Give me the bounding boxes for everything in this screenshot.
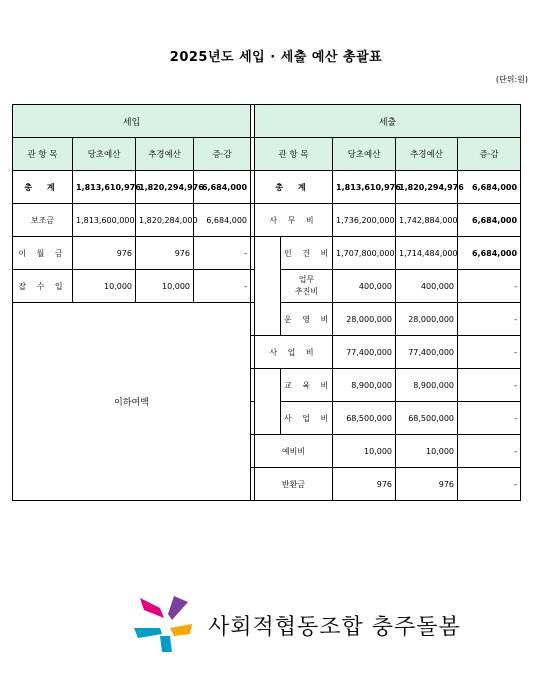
expenditure-row-revised: 10,000 [396,435,458,468]
unit-label: (단위:원) [495,75,528,84]
blank-note: 이하여백 [13,303,251,501]
expenditure-row-name: 사 무 비 [255,204,333,237]
revenue-row-original: 10,000 [73,270,136,303]
expenditure-row-name: 인 건 비 [281,237,333,270]
expenditure-row-change: - [458,336,521,369]
revenue-row-name: 보조금 [13,204,73,237]
expenditure-row-revised: 77,400,000 [396,336,458,369]
expenditure-col-category: 관 항 목 [255,138,333,171]
expenditure-col-revised: 추경예산 [396,138,458,171]
expenditure-row-revised: 1,714,484,000 [396,237,458,270]
revenue-row-original: 1,813,600,000 [73,204,136,237]
expenditure-row-revised: 1,742,884,000 [396,204,458,237]
revenue-col-change: 증·감 [194,138,251,171]
revenue-row-change: 6,684,000 [194,171,251,204]
revenue-row-change: 6,684,000 [194,204,251,237]
revenue-row-name: 잡 수 입 [13,270,73,303]
revenue-col-original: 당초예산 [73,138,136,171]
expenditure-row-name: 총 계 [255,171,333,204]
revenue-row-revised: 10,000 [136,270,194,303]
expenditure-col-change: 증·감 [458,138,521,171]
expenditure-row-original: 1,813,610,976 [333,171,396,204]
expenditure-row-change: - [458,303,521,336]
expenditure-row-revised: 976 [396,468,458,501]
expenditure-row-original: 400,000 [333,270,396,303]
expenditure-row-revised: 400,000 [396,270,458,303]
expenditure-row-name: 운 영 비 [281,303,333,336]
expenditure-row-original: 1,707,800,000 [333,237,396,270]
expenditure-row-name: 반환금 [255,468,333,501]
table-row [13,237,521,270]
revenue-row-original: 976 [73,237,136,270]
revenue-col-category: 관 항 목 [13,138,73,171]
expenditure-row-change: - [458,435,521,468]
expenditure-col-original: 당초예산 [333,138,396,171]
revenue-row-revised: 976 [136,237,194,270]
table-row [13,204,521,237]
expenditure-row-revised: 8,900,000 [396,369,458,402]
expenditure-row-name: 사 업 비 [255,336,333,369]
expenditure-row-revised: 28,000,000 [396,303,458,336]
revenue-row-revised: 1,820,284,000 [136,204,194,237]
expenditure-row-revised: 68,500,000 [396,402,458,435]
expenditure-row-change: 6,684,000 [458,237,521,270]
revenue-row-original: 1,813,610,976 [73,171,136,204]
organization-name: 사회적협동조합 충주돌봄 [208,615,461,640]
expenditure-row-name: 사 업 비 [281,402,333,435]
expenditure-row-name: 예비비 [255,435,333,468]
budget-summary-table [12,104,521,501]
expenditure-row-revised: 1,820,294,976 [396,171,458,204]
table-row [13,171,521,204]
expenditure-row-name-text: 업무 추진비 [294,275,319,296]
expenditure-row-original: 68,500,000 [333,402,396,435]
expenditure-row-original: 77,400,000 [333,336,396,369]
revenue-col-revised: 추경예산 [136,138,194,171]
page-title: 2025년도 세입 · 세출 예산 총괄표 [169,50,383,65]
expenditure-row-change: - [458,468,521,501]
revenue-row-name: 이 월 금 [13,237,73,270]
revenue-heading: 세입 [13,105,251,138]
revenue-row-name: 총 계 [13,171,73,204]
revenue-row-change: - [194,270,251,303]
expenditure-row-original: 1,736,200,000 [333,204,396,237]
expenditure-row-original: 28,000,000 [333,303,396,336]
expenditure-row-original: 976 [333,468,396,501]
organization-logo-icon [130,594,200,654]
expenditure-heading: 세출 [255,105,521,138]
expenditure-row-name [281,270,333,303]
expenditure-row-change: - [458,402,521,435]
expenditure-row-change: - [458,270,521,303]
expenditure-row-change: 6,684,000 [458,171,521,204]
expenditure-row-name: 교 육 비 [281,369,333,402]
revenue-row-revised: 1,820,294,976 [136,171,194,204]
expenditure-row-original: 10,000 [333,435,396,468]
expenditure-row-change: 6,684,000 [458,204,521,237]
expenditure-row-change: - [458,369,521,402]
expenditure-row-original: 8,900,000 [333,369,396,402]
revenue-row-change: - [194,237,251,270]
